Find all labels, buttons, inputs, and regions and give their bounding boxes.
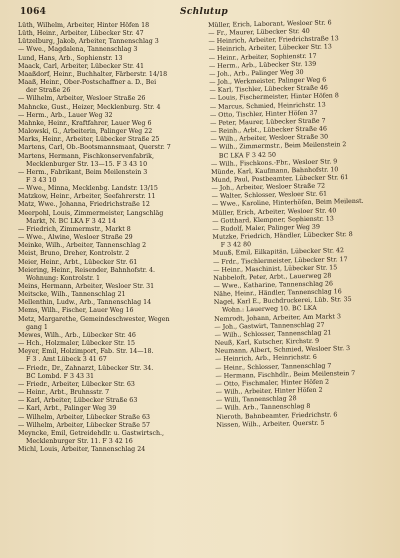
directory-entry: — Wilhelm, Arbeiter, Lübecker Straße 63: [18, 413, 150, 421]
directory-entry: — Heinr., Arbt., Bruhnsstr. 7: [18, 389, 110, 397]
directory-entry: Mecklenburger Str. 11. F 3 42 16: [26, 437, 133, 445]
directory-entry: Marks, Heinr., Arbeiter, Lübecker Straße 25: [18, 136, 160, 144]
directory-entry: Metz, Margarethe, Gemeindeschwester, Wegen: [18, 315, 170, 323]
directory-entry: — Reinh., Arbt., Lübecker Straße 46: [210, 125, 327, 136]
directory-entry: Mahnke, Heinr., Kraftfahrer, Lauer Weg 6: [18, 119, 152, 127]
directory-entry: — Walter, Schlosser, Wesloer Str. 61: [211, 190, 328, 201]
directory-entry: — Wwe., Magdalena, Tannenschlag 3: [18, 46, 138, 54]
directory-entry: Nemrodt, Johann, Arbeiter, Am Markt 3: [214, 312, 342, 323]
directory-entry: — Marcus, Schmied, Heinrichstr. 13: [209, 101, 326, 111]
directory-entry: — Karl, Arbt., Palinger Weg 39: [18, 405, 117, 413]
directory-entry: — Joh., Gastwirt, Tannenschlag 27: [214, 321, 325, 331]
directory-entry: — Friedrich, Zimmermstr., Markt 8: [18, 225, 131, 233]
directory-entry: — Hermann, Fischhdlr., Beim Meilenstein 7: [215, 369, 356, 380]
directory-entry: — Herm., Arb., Lübecker Str. 139: [208, 60, 317, 70]
directory-entry: Markt, N. BC LKA F 3 42 14: [26, 217, 116, 225]
directory-entry: der Straße 26: [26, 87, 71, 95]
directory-entry: — Wilh. Arb., Tannenschlag 8: [216, 403, 311, 413]
directory-entry: — Wwe., Alwine, Wesloer Straße 29: [18, 234, 133, 242]
directory-entry: — Herm., Fabrikant, Beim Meilenstein 3: [18, 168, 148, 176]
directory-entry: Meinke, Wilh., Arbeiter, Tannenschlag 2: [18, 242, 147, 250]
directory-entry: — Rudolf, Maler, Palinger Weg 39: [212, 223, 320, 233]
directory-entry: — Heinr., Schlosser, Tannenschlag 7: [215, 362, 332, 372]
directory-entry: Mems, Wilh., Fischer, Lauer Weg 16: [18, 307, 134, 315]
directory-entry: — Friedr., Dr., Zahnarzt, Lübecker Str. 34.: [18, 364, 154, 372]
directory-entry: Lund, Hans, Arb., Sophienstr. 13: [18, 54, 123, 62]
directory-entry: Nieroth, Bahnbeamter, Friedrichstr. 6: [216, 410, 338, 421]
directory-entry: — Wwe., Katharine, Tannenschlag 26: [213, 280, 334, 290]
directory-entry: — Wwe., Minna, Mecklenbg. Landstr. 13/15: [18, 185, 158, 193]
directory-entry: Matz, Wwe., Johanna, Friedrichstraße 12: [18, 201, 150, 209]
directory-entry: Mutzke, Friedrich, Händler, Lübecker Str. 8: [212, 231, 353, 242]
directory-entry: — Heinr., Maschinist, Lübecker Str. 15: [213, 264, 338, 274]
left-column: [18, 22, 200, 454]
directory-entry: — Wwe., Karoline, Hinterhöfen, Beim Meilenst.: [211, 198, 364, 209]
directory-entry: — Otto, Tischler, Hinter Höfen 37: [209, 109, 318, 119]
directory-entry: Mecklenburger Str. 13—15. F 3 43 10: [26, 160, 148, 168]
page-number: 1064: [20, 7, 47, 17]
right-column: [208, 18, 399, 454]
directory-entry: Mellenthin, Ludw., Arb., Tannenschlag 14: [18, 299, 152, 307]
directory-entry: Nissen, Wilh., Arbeiter, Querstr. 5: [216, 419, 325, 429]
directory-entry: Nagel, Karl E., Buchdruckerei, Lüb. Str. 35: [213, 296, 352, 307]
directory-entry: — Hch., Holzmaler, Lübecker Str. 15: [18, 340, 136, 348]
directory-entry: Lüth, Heinr., Arbeiter, Lübecker Str. 47: [18, 30, 144, 38]
directory-entry: Neuß, Karl, Kutscher, Kirchstr. 9: [214, 337, 320, 348]
directory-entry: — Karl, Tischler, Lübecker Straße 46: [209, 84, 329, 95]
directory-entry: Meitscke, Wilh., Tannenschlag 21: [18, 291, 126, 299]
directory-entry: — Wilhelm, Arbeiter, Wesloer Straße 26: [18, 95, 146, 103]
directory-entry: Wohn.: Lauerweg 10. BC LKA: [221, 305, 317, 315]
directory-entry: — Joh., Werkmeister, Palinger Weg 6: [209, 76, 327, 87]
directory-entry: — Friedr., Arbeiter, Lübecker Str. 63: [18, 380, 135, 388]
directory-entry: — Heinr., Arbeiter, Sophienstr. 17: [208, 52, 317, 62]
directory-entry: Maack, Carl, Arbeiter, Lübecker Str. 41: [18, 62, 145, 70]
directory-entry: Mund, Paul, Postbeamter, Lübecker Str. 61: [211, 174, 349, 184]
directory-entry: Martens, Hermann, Fischkonservenfabrik,: [18, 152, 154, 160]
directory-entry: Meins, Hermann, Arbeiter, Wesloer Str. 31: [18, 283, 155, 290]
directory-entry: Maaßdorf, Heinr., Buchhalter, Färberstr. 14/18: [18, 70, 168, 78]
columns: [18, 19, 390, 454]
directory-entry: F 3 42 80: [220, 241, 252, 250]
directory-entry: — Wilh., Fischkons.-Fbr., Wesloer Str. 9: [210, 157, 338, 168]
directory-entry: Meerpohl, Louis, Zimmermeister, Langschläg: [18, 209, 164, 217]
directory-entry: F 3 43 10: [26, 176, 57, 184]
directory-entry: Meist, Bruno, Dreher, Kontrolstr. 2: [18, 250, 130, 258]
directory-entry: Meyer, Emil, Holzimport, Fab. Str. 14—18.: [18, 348, 154, 356]
directory-entry: Mewes, Wilh., Arb., Lübecker Str. 46: [18, 331, 136, 339]
directory-entry: Münde, Karl, Kaufmann, Bahnhofstr. 10: [211, 166, 339, 176]
directory-entry: Matzkow, Heinr., Arbeiter, Seefahrerstr. 11: [18, 193, 156, 201]
directory-entry: — Willi, Tannenschlag 28: [215, 395, 297, 405]
directory-entry: Meyncke, Emil, Getreidehdlr. u. Gastwirtsch.,: [18, 429, 165, 437]
directory-entry: Malowski, G., Arbeiterin, Palinger Weg 22: [18, 128, 153, 136]
directory-entry: — Gotthard, Klempner, Sophienstr. 13: [212, 215, 334, 225]
directory-entry: Maaß, Heinr., Ober-Postschaffner a. D., Bei: [18, 79, 157, 87]
directory-entry: — Heinrich, Arbeiter, Friedrichstraße 13: [208, 35, 339, 46]
directory-entry: — Karl, Arbeiter, Lübecker Straße 63: [18, 397, 138, 405]
directory-entry: — Joh., Arbeiter, Wesloer Straße 72: [211, 182, 326, 193]
directory-entry: — Joh., Arb., Palinger Weg 30: [209, 68, 304, 78]
directory-entry: Michl, Louis, Arbeiter, Tannenschlag 24: [18, 446, 146, 454]
directory-entry: — Wilh., Schlosser, Tannenschlag 21: [214, 329, 332, 339]
directory-entry: — Louis, Fischermeister, Hinter Höfen 8: [209, 92, 339, 103]
directory-entry: Martens, Carl, Ob.-Bootsmannsmaat, Querstr. 7: [18, 144, 171, 152]
directory-entry: F 3 . Amt Lübeck 3 41 67: [26, 356, 107, 364]
directory-entry: BC LKA F 3 42 50: [218, 151, 277, 160]
directory-entry: Lüth, Wilhelm, Arbeiter, Hinter Höfen 18: [18, 22, 150, 29]
directory-entry: Neumann, Albert, Schmied, Wesloer Str. 3: [214, 345, 351, 356]
directory-entry: Meiering, Heinr., Reisender, Bahnhofstr. 4.: [18, 266, 155, 274]
directory-entry: — Otto, Fischmaler, Hinter Höfen 2: [215, 378, 330, 388]
directory-entry: Nabbeloft, Peter, Arbt., Lauerweg 28: [213, 272, 332, 282]
directory-entry: — Heinrich, Arbeiter, Lübecker Str. 13: [208, 43, 332, 54]
directory-entry: — Wilh., Arbeiter, Wesloer Straße 30: [210, 133, 329, 144]
directory-entry: — Frdr., Tischlermeister, Lübecker Str. 17: [212, 255, 348, 266]
directory-entry: gang 1: [26, 323, 48, 331]
directory-entry: — Fr., Maurer, Lübecker Str. 40: [208, 28, 310, 38]
directory-entry: Mahncke, Gust., Heizer, Mecklenburg. Str. 4: [18, 103, 161, 111]
directory-entry: Lützelburg, Jakob, Arbeiter, Tannenschlag 3: [18, 38, 159, 46]
directory-entry: — Peter, Maurer, Lübecker Straße 7: [210, 117, 326, 127]
directory-entry: Nähe, Heinr., Händler, Tannenschlag 16: [213, 288, 342, 299]
directory-entry: — Heinrich, Arb., Heinrichstr. 6: [215, 354, 317, 364]
directory-entry: Müller, Erich, Arbeiter, Wesloer Str. 40: [211, 206, 337, 217]
directory-entry: — Herm., Arb., Lauer Weg 32: [18, 111, 113, 119]
directory-entry: Meier, Heinr., Arbt., Lübecker Str. 61: [18, 258, 138, 266]
directory-entry: Wohnung: Kontrolstr. 1: [26, 274, 101, 282]
directory-entry: Müller, Erich, Laborant, Wesloer Str. 6: [208, 19, 332, 29]
directory-entry: — Wilhelm, Arbeiter, Lübecker Straße 57: [18, 421, 150, 429]
page-title: Schlutup: [180, 7, 228, 17]
directory-entry: — Wilh., Zimmermstr., Beim Meilenstein 2: [210, 141, 347, 152]
directory-entry: Muuß, Emil, Eilkapitän, Lübecker Str. 42: [212, 247, 345, 258]
page-header: [18, 6, 390, 20]
directory-entry: — Wilh., Arbeiter, Hinter Höfen 2: [215, 386, 323, 396]
directory-entry: BC Lombd. F 3 43 31: [26, 372, 94, 380]
